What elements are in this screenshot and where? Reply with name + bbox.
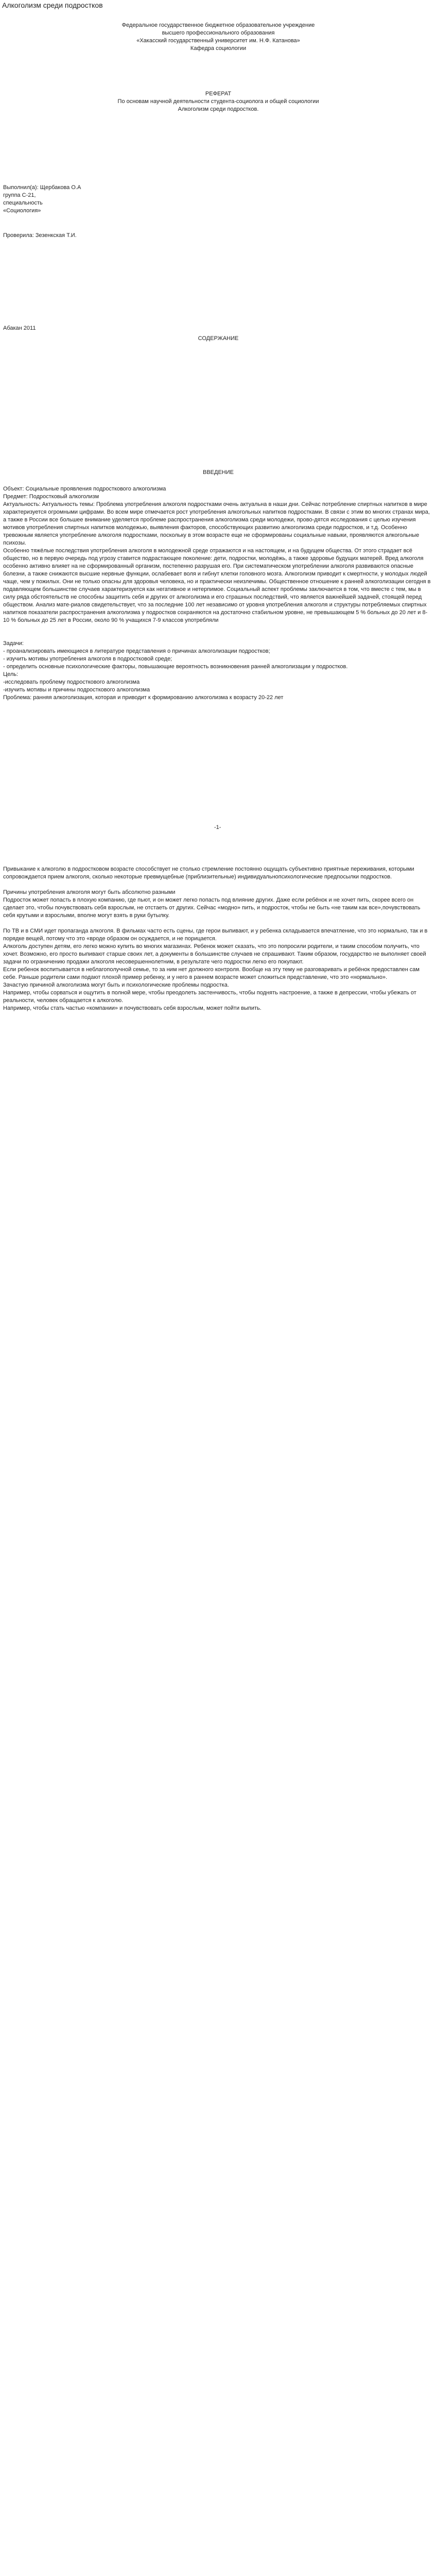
intro-object: Объект: Социальные проявления подросткового алкоголизма xyxy=(3,486,166,492)
body-paragraph: Если ребенок воспитывается в неблагополучной семье, то за ним нет должного контроля. Вообще на эту тему не разговаривать и ребёнок предоставлен сам себе. Раньше родители сами подают плохой пример ребенку, и у него в раннем возрасте может сложиться представление, что это «нормально». xyxy=(3,967,420,980)
header-line: Федеральное государственное бюджетное образовательное учреждение xyxy=(121,22,315,28)
task-item: - определить основные психологические факторы, повышающие вероятность возникновения ранней алкоголизации у подростков. xyxy=(3,664,348,670)
intro-consequences: Особенно тяжёлые последствия употребления алкоголя в молодежной среде отражаются и на настоящем, и на будущем общества. От этого страдает всё общество, но в первую очередь под угрозу ставится подрастающее поколение: дети, подростки, молодёжь, а также здоровье будущих матерей. Вред алкоголя особенно активно влияет на не сформированный организм, постепенно разрушая его. При систематическом употреблении алкоголя развиваются опасные болезни, а также снижаются высшие нервные функции, ослабевает воля и гибнут клетки головного мозга. Алкоголизм приводит к смертности, у молодых людей чаще, чем у пожилых. Они не только опасны для здоровья человека, но и практически неизлечимы. Общественное отношение к ранней алкоголизации сегодня в подавляющем большинстве случаев характеризуется как негативное и нетерпимое. Социальный аспект проблемы заключается в том, что вместе с тем, мы в силу ряда обстоятельств не способны защитить себя и других от алкоголизма и его страшных последствий, что является важнейшей задачей, стоящей перед обществом. Анализ мате-риалов свидетельствует, что за последние 100 лет независимо от уровня употребления алкоголя и структуры потребляемых спиртных напитков показатели распространения алкоголизма у подростков сохраняются на достаточно стабильном уровне, не превышающем 5 % больных до 20 лет и 8-10 % больных до 25 лет в России, около 90 % учащихся 7-9 классов употребляли xyxy=(3,548,431,623)
author-line: Выполнил(а): Щербакова О.А xyxy=(3,184,81,191)
referat-subject: По основам научной деятельности студента-социолога и общей социологии xyxy=(117,98,319,105)
author-line: группа С-21, xyxy=(3,192,36,198)
body-paragraph: Подросток может попасть в плохую компанию, где пьют, и он может легко попасть под влияние других. Даже если ребёнок и не хочет пить, скорее всего он сделает это, чтобы почувствовать себя взрослым, не отстаеть от других. Сейчас «модно» пить, и подросток, чтобы не быть «не таким как все»,почувствовать себя крутыми и взрослыми, вполне могут взять в руки бутылку. xyxy=(3,897,421,919)
goal-heading: Цель: xyxy=(3,671,19,677)
header-line: Кафедра социологии xyxy=(190,45,247,52)
task-item: - проанализировать имеющиеся в литературе представления о причинах алкоголизации подростков; xyxy=(3,648,270,654)
intro-heading-block xyxy=(3,469,433,477)
intro-relevance: Актуальность: Актуальность темы: Проблема употребления алкоголя подростками очень актуальна в наши дни. Сейчас потребление спиртных напитков в мире характеризуется огромными цифрами. Во всем мире отмечается рост употребления алкогольных напитков подростками. В связи с этим во многих странах мира, а также в России все большее внимание уделяется проблеме распространения алкоголизма среди молодежи, прово-дятся исследования с целью изучения мотивов употребления спиртных напитков молодежью, выявления факторов, способствующих развитию алкоголизма среди подростков, и т.д. Особенно тревожным является употребление алкоголя подростками, поскольку в этом возрасте еще не сформированы социальные навыки, проявляются алкогольные психозы. xyxy=(3,501,430,546)
header-line: «Хакасский государственный университет им. Н.Ф. Катанова» xyxy=(136,38,300,44)
university-header xyxy=(3,22,433,53)
body-paragraph: Например, чтобы стать частью «компании» и почувствовать себя взрослым, может пойти выпить. xyxy=(3,1005,261,1011)
problem-statement: Проблема: ранняя алкоголизация, которая и приводит к формированию алкоголизма к возрасту 20-22 лет xyxy=(3,694,284,701)
referat-topic: Алкоголизм среди подростков. xyxy=(178,106,259,112)
city-year-text: Абакан 2011 xyxy=(3,325,36,331)
intro-subject: Предмет: Подростковый алкоголизм xyxy=(3,494,99,500)
author-line: «Социология» xyxy=(3,208,41,214)
city-year xyxy=(3,325,433,332)
task-item: - изучить мотивы употребления алкоголя в подростковой среде; xyxy=(3,656,172,662)
body-paragraph: Привыкание к алкоголю в подростковом возрасте способствует не столько стремление постоянно ощущать субъективно приятные переживания, которыми сопровождается прием алкоголя, сколько некоторые превмущебные (приблизительные) индивидуальнопсихологические предпосылки подростков. xyxy=(3,866,414,880)
referat-block xyxy=(3,90,433,113)
goal-item: -исследовать проблему подросткового алкоголизма xyxy=(3,679,140,685)
intro-heading: ВВЕДЕНИЕ xyxy=(203,469,234,476)
body-paragraph: Зачастую причиной алкоголизма могут быть и психологические проблемы подростка. xyxy=(3,982,229,988)
page-number: -1- xyxy=(214,824,221,831)
body-paragraph: Причины употребления алкоголя могут быть абсолютно разными xyxy=(3,889,176,895)
contents-heading: СОДЕРЖАНИЕ xyxy=(198,335,239,342)
contents-block xyxy=(3,335,433,343)
page-title: Алкоголизм среди подростков xyxy=(2,1,103,9)
author-line: специальность xyxy=(3,200,43,206)
body-paragraph: По ТВ и в СМИ идет пропаганда алкоголя. В фильмах часто есть сцены, где герои выпивают, и у ребенка складывается впечатление, что это нормально, так и в порядке вещей, потому что это «вроде образом он осуждается, и не порицается. xyxy=(3,928,428,942)
header-line: высшего профессионального образования xyxy=(162,30,275,36)
goal-item: -изучить мотивы и причины подросткового алкоголизма xyxy=(3,687,150,693)
body-section xyxy=(3,866,433,1012)
checker-line: Проверила: Зезенкская Т.И. xyxy=(3,232,77,239)
tasks-heading: Задачи: xyxy=(3,640,24,647)
checker-block xyxy=(3,232,433,240)
intro-section xyxy=(3,485,433,702)
author-block xyxy=(3,184,433,215)
body-paragraph: Например, чтобы сорваться и ощутить в полной мере, чтобы преодолеть застенчивость, чтобы поднять настроение, а также в депрессии, чтобы убежать от реальности, человек обращается к алкоголю. xyxy=(3,990,416,1004)
referat-heading: РЕФЕРАТ xyxy=(205,91,232,97)
body-paragraph: Алкоголь доступен детям, его легко можно купить во многих магазинах. Ребенок может сказать, что это попросили родители, и таким способом получить, что хочет. Возможно, его просто выпивают старше своих лет, а документы в большинстве случаев не спрашивают. Таким образом, государство не выполняет своей задачи по ограничению продажи алкоголя несовершеннолетним, в результате чего подростки легко его покупают. xyxy=(3,943,426,965)
